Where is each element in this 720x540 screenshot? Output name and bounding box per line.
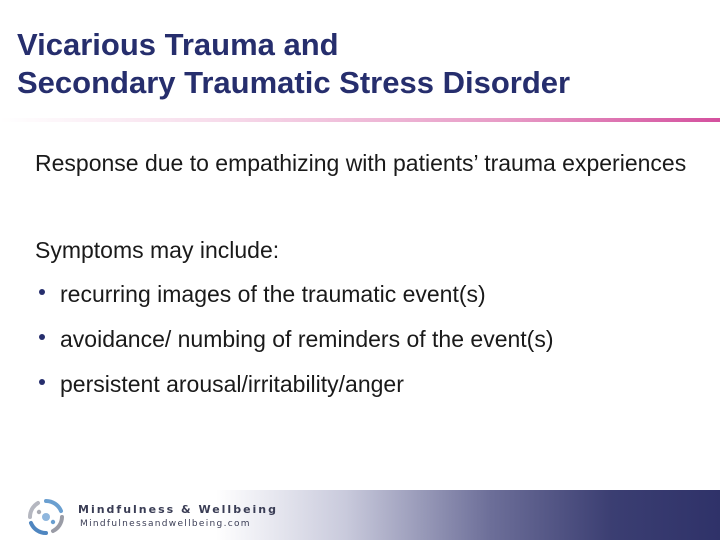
symptom-text: persistent arousal/irritability/anger xyxy=(60,371,404,397)
bullet-icon xyxy=(39,289,45,295)
symptoms-heading: Symptoms may include: xyxy=(35,237,280,263)
symptom-item xyxy=(35,317,705,362)
slide-body xyxy=(35,146,705,407)
symptom-text: recurring images of the traumatic event(s) xyxy=(60,281,486,307)
title-divider xyxy=(0,118,720,122)
title-line-2: Secondary Traumatic Stress Disorder xyxy=(17,65,571,100)
title-line-1: Vicarious Trauma and xyxy=(17,27,339,62)
slide-title xyxy=(17,26,570,102)
bullet-icon xyxy=(39,334,45,340)
bullet-icon xyxy=(39,379,45,385)
circular-logo-icon xyxy=(26,497,66,537)
symptom-item xyxy=(35,272,705,317)
brand-url: Mindfulnessandwellbeing.com xyxy=(80,519,251,529)
intro-text: Response due to empathizing with patients’ trauma experiences xyxy=(35,150,687,176)
symptom-item xyxy=(35,362,705,407)
symptom-list xyxy=(35,272,705,407)
symptom-text: avoidance/ numbing of reminders of the event(s) xyxy=(60,326,554,352)
brand-name: Mindfulness & Wellbeing xyxy=(78,503,278,516)
